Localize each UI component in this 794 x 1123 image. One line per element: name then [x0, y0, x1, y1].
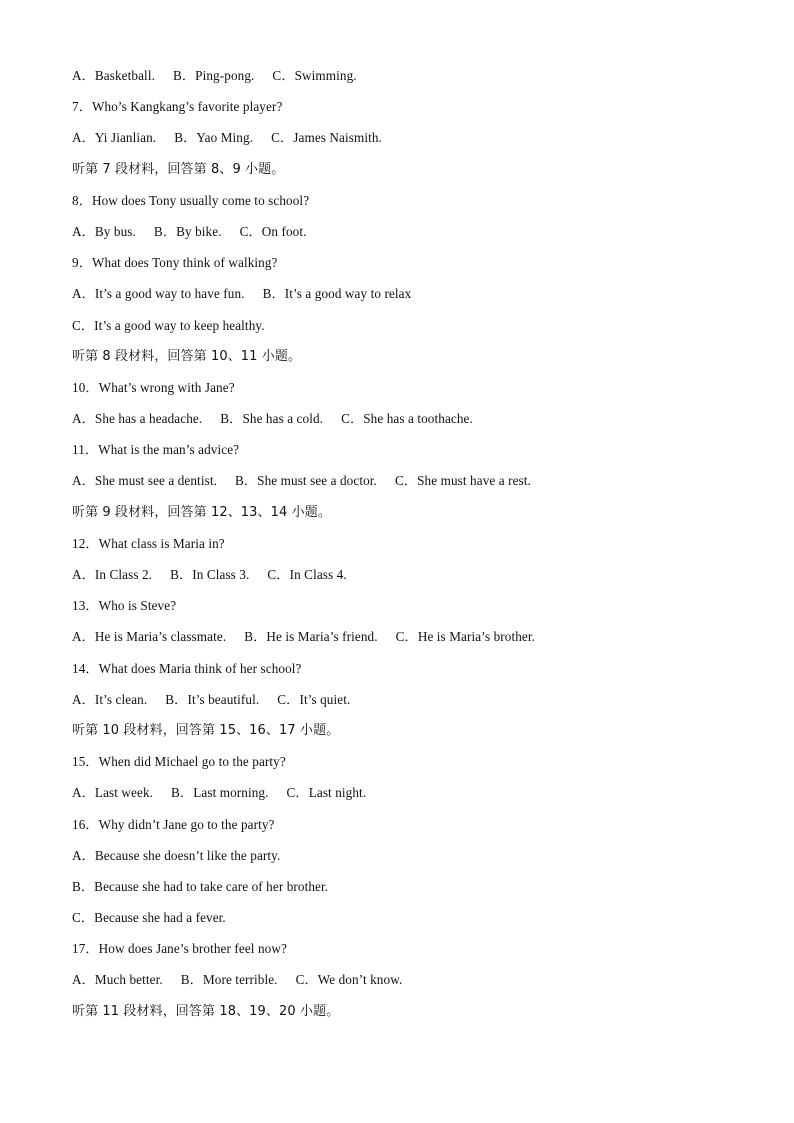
answer-option: A．In Class 2. — [72, 567, 153, 582]
question-list — [72, 66, 722, 1033]
answer-option: C．James Naismith. — [271, 130, 382, 146]
answer-option: A．Basketball. — [72, 68, 155, 83]
answer-options-row — [72, 128, 722, 159]
answer-option: B．He is Maria’s friend. — [244, 629, 378, 645]
question-text: 10．What’s wrong with Jane? — [72, 379, 235, 395]
answer-options-row — [72, 222, 722, 253]
question-text: 15．When did Michael go to the party? — [72, 754, 286, 770]
answer-option: B．Because she had to take care of her brother. — [72, 878, 329, 894]
answer-options-row — [72, 783, 722, 814]
answer-option: C．In Class 4. — [267, 567, 347, 582]
section-instruction: 听第 7 段材料，回答第 8、9 小题。 — [72, 161, 285, 177]
answer-option: A．By bus. — [72, 223, 136, 239]
answer-options-row — [72, 627, 722, 658]
answer-options-row — [72, 846, 722, 877]
answer-options-row — [72, 409, 722, 440]
answer-option: C．It’s a good way to keep healthy. — [72, 317, 265, 333]
question-text: 11．What is the man’s advice? — [72, 442, 240, 458]
answer-options-row — [72, 908, 722, 939]
answer-option: A．She must see a dentist. — [72, 473, 217, 489]
answer-option: C．We don’t know. — [295, 972, 403, 988]
answer-option: B．More terrible. — [180, 972, 278, 988]
question-text: 17．How does Jane’s brother feel now? — [72, 941, 287, 957]
answer-option: C．He is Maria’s brother. — [395, 629, 536, 645]
answer-option: A．It’s a good way to have fun. — [72, 286, 245, 302]
answer-options-row — [72, 690, 722, 721]
answer-option: A．Last week. — [72, 785, 154, 801]
section-instruction: 听第 9 段材料，回答第 12、13、14 小题。 — [72, 504, 331, 520]
answer-options-row — [72, 284, 722, 315]
answer-option: B．In Class 3. — [170, 567, 250, 582]
answer-option: C．Swimming. — [272, 68, 357, 83]
answer-option: A．Yi Jianlian. — [72, 130, 157, 146]
answer-options-row — [72, 66, 722, 97]
answer-options-row — [72, 970, 722, 1001]
answer-option: A．It’s clean. — [72, 691, 148, 707]
answer-options-row — [72, 877, 722, 908]
answer-option: B．She must see a doctor. — [234, 473, 377, 489]
question-text: 7．Who’s Kangkang’s favorite player? — [72, 99, 283, 115]
answer-option: B．Ping-pong. — [172, 68, 255, 83]
question-text: 16．Why didn’t Jane go to the party? — [72, 816, 275, 832]
answer-option: C．On foot. — [239, 223, 307, 239]
section-instruction: 听第 11 段材料，回答第 18、19、20 小题。 — [72, 1003, 340, 1019]
question-text: 13．Who is Steve? — [72, 598, 177, 614]
section-instruction: 听第 10 段材料，回答第 15、16、17 小题。 — [72, 722, 340, 738]
answer-option: A．Much better. — [72, 972, 163, 988]
answer-option: C．Because she had a fever. — [72, 910, 226, 926]
answer-option: A．She has a headache. — [72, 411, 203, 427]
answer-option: C．She has a toothache. — [341, 411, 473, 427]
question-text: 14．What does Maria think of her school? — [72, 660, 302, 676]
answer-option: A．He is Maria’s classmate. — [72, 629, 227, 645]
answer-option: B．It’s beautiful. — [165, 691, 260, 707]
answer-options-row — [72, 316, 722, 347]
answer-option: B．By bike. — [153, 223, 222, 239]
question-text: 12．What class is Maria in? — [72, 535, 225, 551]
answer-option: C．She must have a rest. — [394, 473, 531, 489]
answer-option: B．Yao Ming. — [174, 130, 254, 146]
answer-option: C．It’s quiet. — [277, 691, 351, 707]
answer-option: B．She has a cold. — [220, 411, 324, 427]
answer-options-row — [72, 471, 722, 502]
answer-option: A．Because she doesn’t like the party. — [72, 847, 281, 863]
answer-option: B．It’s a good way to relax — [262, 286, 412, 302]
answer-options-row — [72, 565, 722, 596]
question-text: 9．What does Tony think of walking? — [72, 255, 278, 271]
section-instruction: 听第 8 段材料，回答第 10、11 小题。 — [72, 348, 302, 364]
answer-option: B．Last morning. — [171, 785, 269, 801]
question-text: 8．How does Tony usually come to school? — [72, 192, 310, 208]
answer-option: C．Last night. — [286, 785, 367, 801]
